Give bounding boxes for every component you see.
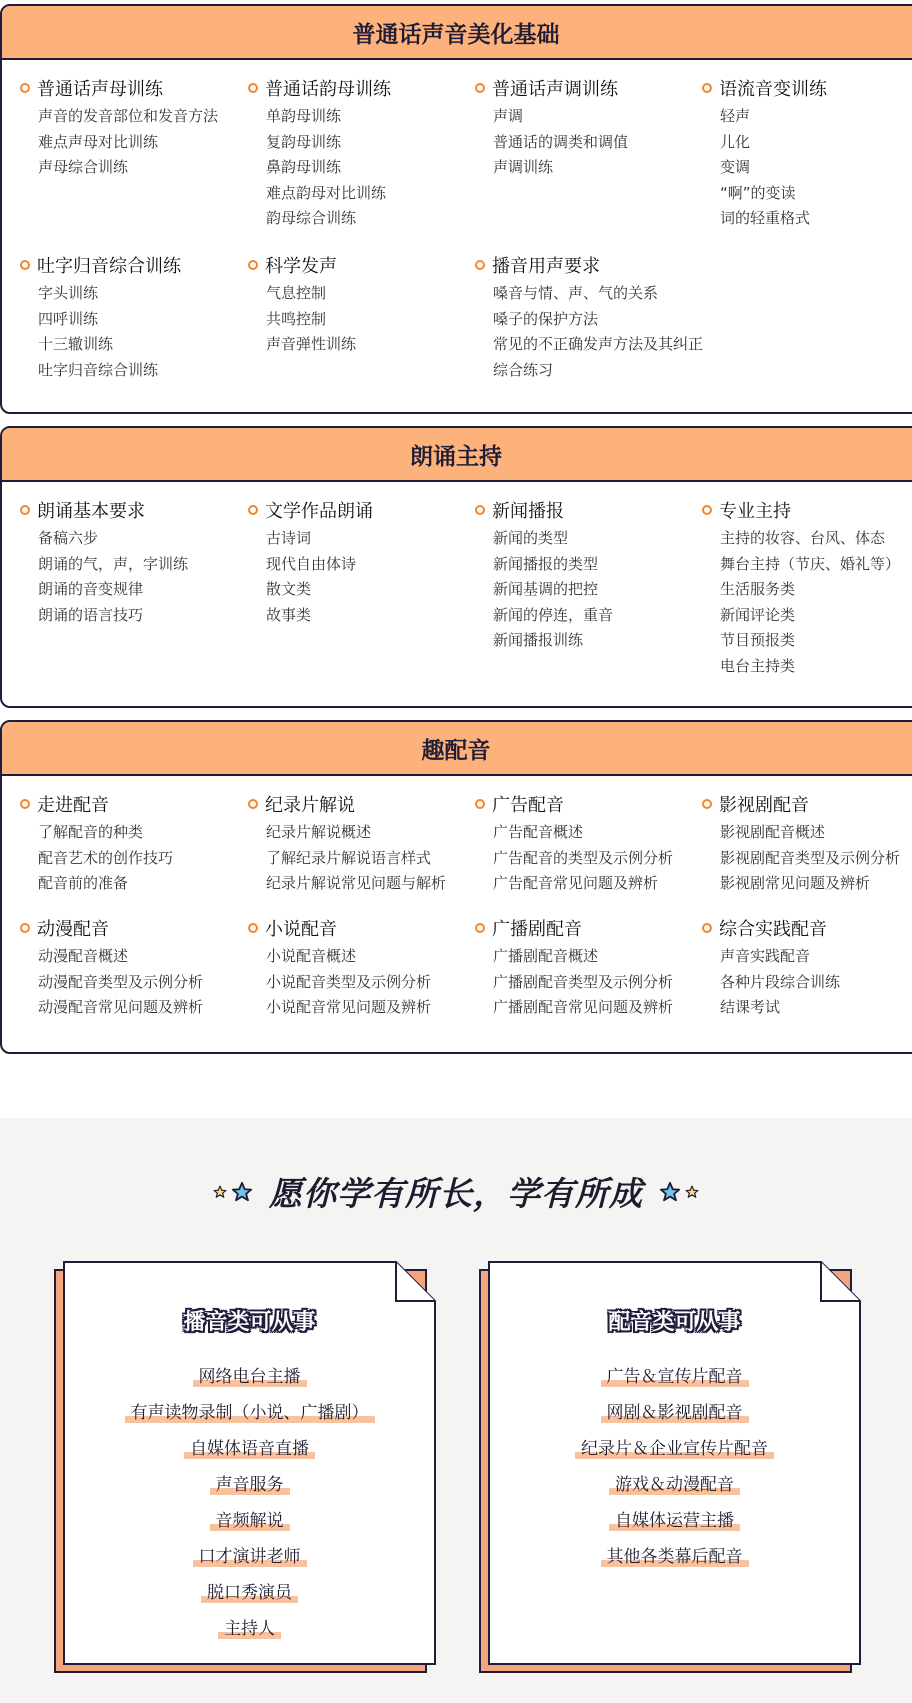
- bullet-dot-icon: [475, 260, 485, 270]
- topic-item: 广告配音常见问题及辨析: [493, 874, 659, 892]
- bullet-dot-icon: [702, 505, 712, 515]
- topic-item: 各种片段综合训练: [720, 972, 841, 991]
- career-list: [63, 1365, 436, 1653]
- topic-item: 词的轻重格式: [720, 209, 811, 227]
- topic-item: “啊”的变读: [720, 183, 796, 202]
- topic-item: 故事类: [266, 605, 312, 624]
- career-item: [488, 1509, 861, 1545]
- topic-item: 单韵母训练: [266, 107, 342, 125]
- topic-item: 四呼训练: [38, 309, 99, 328]
- topic-item: 声调: [493, 107, 524, 125]
- career-section: [0, 1118, 912, 1703]
- topic-item: 声音实践配音: [720, 947, 811, 965]
- topic-title: 走进配音: [37, 795, 109, 816]
- topic-item: 复韵母训练: [266, 132, 342, 151]
- topic-item: 普通话的调类和调值: [493, 132, 629, 151]
- stars-left: [213, 1181, 253, 1203]
- career-item: [488, 1401, 861, 1437]
- topic-item: 小说配音概述: [266, 947, 357, 965]
- career-item-label: 有声读物录制（小说、广播剧）: [125, 1401, 375, 1425]
- topic-title: 播音用声要求: [492, 256, 600, 277]
- topic-title: 普通话声调训练: [492, 79, 618, 100]
- bullet-dot-icon: [20, 83, 30, 93]
- topic-item: 难点声母对比训练: [38, 132, 159, 151]
- topic-item: 新闻评论类: [720, 605, 796, 624]
- topic-group: [248, 76, 476, 232]
- topic-title: 影视剧配音: [719, 795, 809, 816]
- topic-group: [248, 916, 476, 1021]
- topic-group: [475, 498, 703, 654]
- topic-item: 影视剧配音概述: [720, 823, 826, 841]
- star-icon: [231, 1181, 253, 1203]
- topic-item: 共鸣控制: [266, 309, 327, 328]
- topic-group: [475, 916, 703, 1021]
- bullet-dot-icon: [20, 505, 30, 515]
- career-card-title: 配音类可从事: [608, 1310, 741, 1335]
- stars-right: [659, 1181, 699, 1203]
- topic-item: 动漫配音类型及示例分析: [38, 972, 204, 991]
- topic-item: 了解配音的种类: [38, 823, 144, 841]
- topic-item: 气息控制: [266, 284, 327, 302]
- topic-item: 小说配音类型及示例分析: [266, 972, 432, 991]
- career-item: [488, 1365, 861, 1401]
- topic-item: 电台主持类: [720, 656, 796, 675]
- career-card: [63, 1261, 436, 1665]
- topic-group: [702, 792, 912, 897]
- topic-group: [20, 76, 248, 181]
- topic-group: [475, 253, 703, 383]
- bullet-dot-icon: [475, 505, 485, 515]
- topic-item: 韵母综合训练: [266, 209, 357, 227]
- topic-title: 吐字归音综合训练: [37, 256, 181, 277]
- bullet-dot-icon: [248, 260, 258, 270]
- topic-item: 影视剧常见问题及辨析: [720, 874, 871, 892]
- career-item-label: 其他各类幕后配音: [601, 1545, 749, 1569]
- bullet-dot-icon: [20, 923, 30, 933]
- topic-item: 动漫配音概述: [38, 947, 129, 965]
- topic-title: 普通话韵母训练: [265, 79, 391, 100]
- topic-item: 新闻播报训练: [493, 631, 584, 649]
- bullet-dot-icon: [702, 83, 712, 93]
- section-title: 普通话声音美化基础: [2, 6, 912, 60]
- topic-group: [702, 498, 912, 679]
- topic-item: 嗓子的保护方法: [493, 309, 599, 328]
- topic-item: 声调训练: [493, 158, 554, 176]
- bullet-dot-icon: [248, 799, 258, 809]
- topic-title: 纪录片解说: [265, 795, 355, 816]
- topic-title: 综合实践配音: [719, 919, 827, 940]
- section-card: [0, 4, 912, 414]
- career-item-label: 音频解说: [210, 1509, 290, 1533]
- topic-title: 动漫配音: [37, 919, 109, 940]
- topic-item: 鼻韵母训练: [266, 158, 342, 176]
- topic-title: 普通话声母训练: [37, 79, 163, 100]
- topic-item: 广告配音的类型及示例分析: [493, 848, 674, 867]
- section-card: [0, 426, 912, 708]
- career-item: [63, 1581, 436, 1617]
- topic-item: 常见的不正确发声方法及其纠正: [493, 335, 704, 353]
- bullet-dot-icon: [475, 923, 485, 933]
- topic-item: 了解纪录片解说语言样式: [266, 848, 432, 867]
- section-title: 趣配音: [2, 722, 912, 776]
- career-item-label: 自媒体运营主播: [609, 1509, 740, 1533]
- small-star-icon: [685, 1185, 699, 1199]
- topic-item: 备稿六步: [38, 529, 99, 547]
- career-item: [63, 1545, 436, 1581]
- bullet-dot-icon: [248, 83, 258, 93]
- topic-item: 结课考试: [720, 998, 781, 1016]
- topic-item: 广播剧配音常见问题及辨析: [493, 998, 674, 1016]
- career-item: [63, 1365, 436, 1401]
- topic-item: 声母综合训练: [38, 158, 129, 176]
- topic-group: [20, 498, 248, 628]
- career-item-label: 网剧＆影视剧配音: [601, 1401, 749, 1425]
- topic-title: 新闻播报: [492, 501, 564, 522]
- topic-item: 主持的妆容、台风、体态: [720, 529, 886, 547]
- topic-item: 新闻的类型: [493, 529, 569, 547]
- section-title: 朗诵主持: [2, 428, 912, 482]
- topic-item: 生活服务类: [720, 580, 796, 598]
- topic-group: [248, 498, 476, 628]
- bullet-dot-icon: [20, 260, 30, 270]
- topic-item: 小说配音常见问题及辨析: [266, 998, 432, 1016]
- career-item-label: 口才演讲老师: [193, 1545, 307, 1569]
- topic-item: 朗诵的音变规律: [38, 580, 144, 598]
- career-item-label: 自媒体语音直播: [184, 1437, 315, 1461]
- topic-group: [702, 76, 912, 232]
- topic-item: 配音艺术的创作技巧: [38, 848, 174, 867]
- bullet-dot-icon: [702, 923, 712, 933]
- topic-group: [702, 916, 912, 1021]
- topic-group: [475, 792, 703, 897]
- topic-title: 语流音变训练: [719, 79, 827, 100]
- topic-item: 动漫配音常见问题及辨析: [38, 998, 204, 1016]
- career-list: [488, 1365, 861, 1581]
- topic-item: 朗诵的气，声，字训练: [38, 554, 189, 573]
- topic-item: 纪录片解说概述: [266, 823, 372, 841]
- career-item-label: 主持人: [218, 1617, 281, 1641]
- topic-item: 现代自由体诗: [266, 554, 357, 573]
- topic-item: 节目预报类: [720, 631, 796, 649]
- topic-item: 朗诵的语言技巧: [38, 605, 144, 624]
- career-item: [63, 1617, 436, 1653]
- bullet-dot-icon: [475, 83, 485, 93]
- career-item-label: 网络电台主播: [193, 1365, 307, 1389]
- topic-item: 嗓音与情、声、气的关系: [493, 284, 659, 302]
- career-item: [63, 1473, 436, 1509]
- topic-item: 新闻基调的把控: [493, 580, 599, 598]
- topic-group: [248, 253, 476, 358]
- topic-title: 专业主持: [719, 501, 791, 522]
- career-card: [488, 1261, 861, 1665]
- topic-title: 广告配音: [492, 795, 564, 816]
- bullet-dot-icon: [475, 799, 485, 809]
- career-item: [63, 1437, 436, 1473]
- topic-item: 影视剧配音类型及示例分析: [720, 848, 901, 867]
- topic-item: 十三辙训练: [38, 335, 114, 353]
- career-item-label: 脱口秀演员: [201, 1581, 298, 1605]
- topic-group: [20, 916, 248, 1021]
- bullet-dot-icon: [20, 799, 30, 809]
- bullet-dot-icon: [248, 923, 258, 933]
- topic-title: 科学发声: [265, 256, 337, 277]
- topic-item: 广播剧配音类型及示例分析: [493, 972, 674, 991]
- topic-item: 配音前的准备: [38, 874, 129, 892]
- small-star-icon: [213, 1185, 227, 1199]
- topic-item: 新闻的停连，重音: [493, 605, 614, 624]
- topic-item: 新闻播报的类型: [493, 554, 599, 573]
- topic-group: [20, 253, 248, 383]
- topic-item: 声音弹性训练: [266, 335, 357, 353]
- topic-title: 文学作品朗诵: [265, 501, 373, 522]
- topic-group: [20, 792, 248, 897]
- career-item: [488, 1437, 861, 1473]
- career-item-label: 声音服务: [210, 1473, 290, 1497]
- topic-item: 古诗词: [266, 529, 312, 547]
- topic-title: 小说配音: [265, 919, 337, 940]
- section-card: [0, 720, 912, 1054]
- career-item-label: 广告＆宣传片配音: [601, 1365, 749, 1389]
- slogan-text: 愿你学有所长，学有所成: [269, 1174, 643, 1213]
- career-item-label: 游戏＆动漫配音: [609, 1473, 740, 1497]
- topic-item: 散文类: [266, 580, 312, 598]
- topic-item: 声音的发音部位和发音方法: [38, 107, 219, 125]
- topic-item: 变调: [720, 158, 751, 176]
- career-item: [488, 1473, 861, 1509]
- topic-item: 儿化: [720, 132, 751, 151]
- topic-title: 朗诵基本要求: [37, 501, 145, 522]
- topic-item: 纪录片解说常见问题与解析: [266, 874, 447, 892]
- topic-group: [248, 792, 476, 897]
- career-item: [63, 1401, 436, 1437]
- bullet-dot-icon: [248, 505, 258, 515]
- bullet-dot-icon: [702, 799, 712, 809]
- topic-item: 综合练习: [493, 360, 554, 379]
- career-item: [63, 1509, 436, 1545]
- topic-item: 字头训练: [38, 284, 99, 302]
- topic-title: 广播剧配音: [492, 919, 582, 940]
- topic-group: [475, 76, 703, 181]
- slogan-row: [0, 1168, 912, 1215]
- topic-item: 舞台主持（节庆、婚礼等）: [720, 554, 901, 573]
- topic-item: 广播剧配音概述: [493, 947, 599, 965]
- career-item: [488, 1545, 861, 1581]
- topic-item: 广告配音概述: [493, 823, 584, 841]
- career-card-title: 播音类可从事: [183, 1310, 316, 1335]
- career-item-label: 纪录片＆企业宣传片配音: [575, 1437, 774, 1461]
- topic-item: 难点韵母对比训练: [266, 183, 387, 202]
- topic-item: 轻声: [720, 107, 751, 125]
- topic-item: 吐字归音综合训练: [38, 360, 159, 379]
- star-icon: [659, 1181, 681, 1203]
